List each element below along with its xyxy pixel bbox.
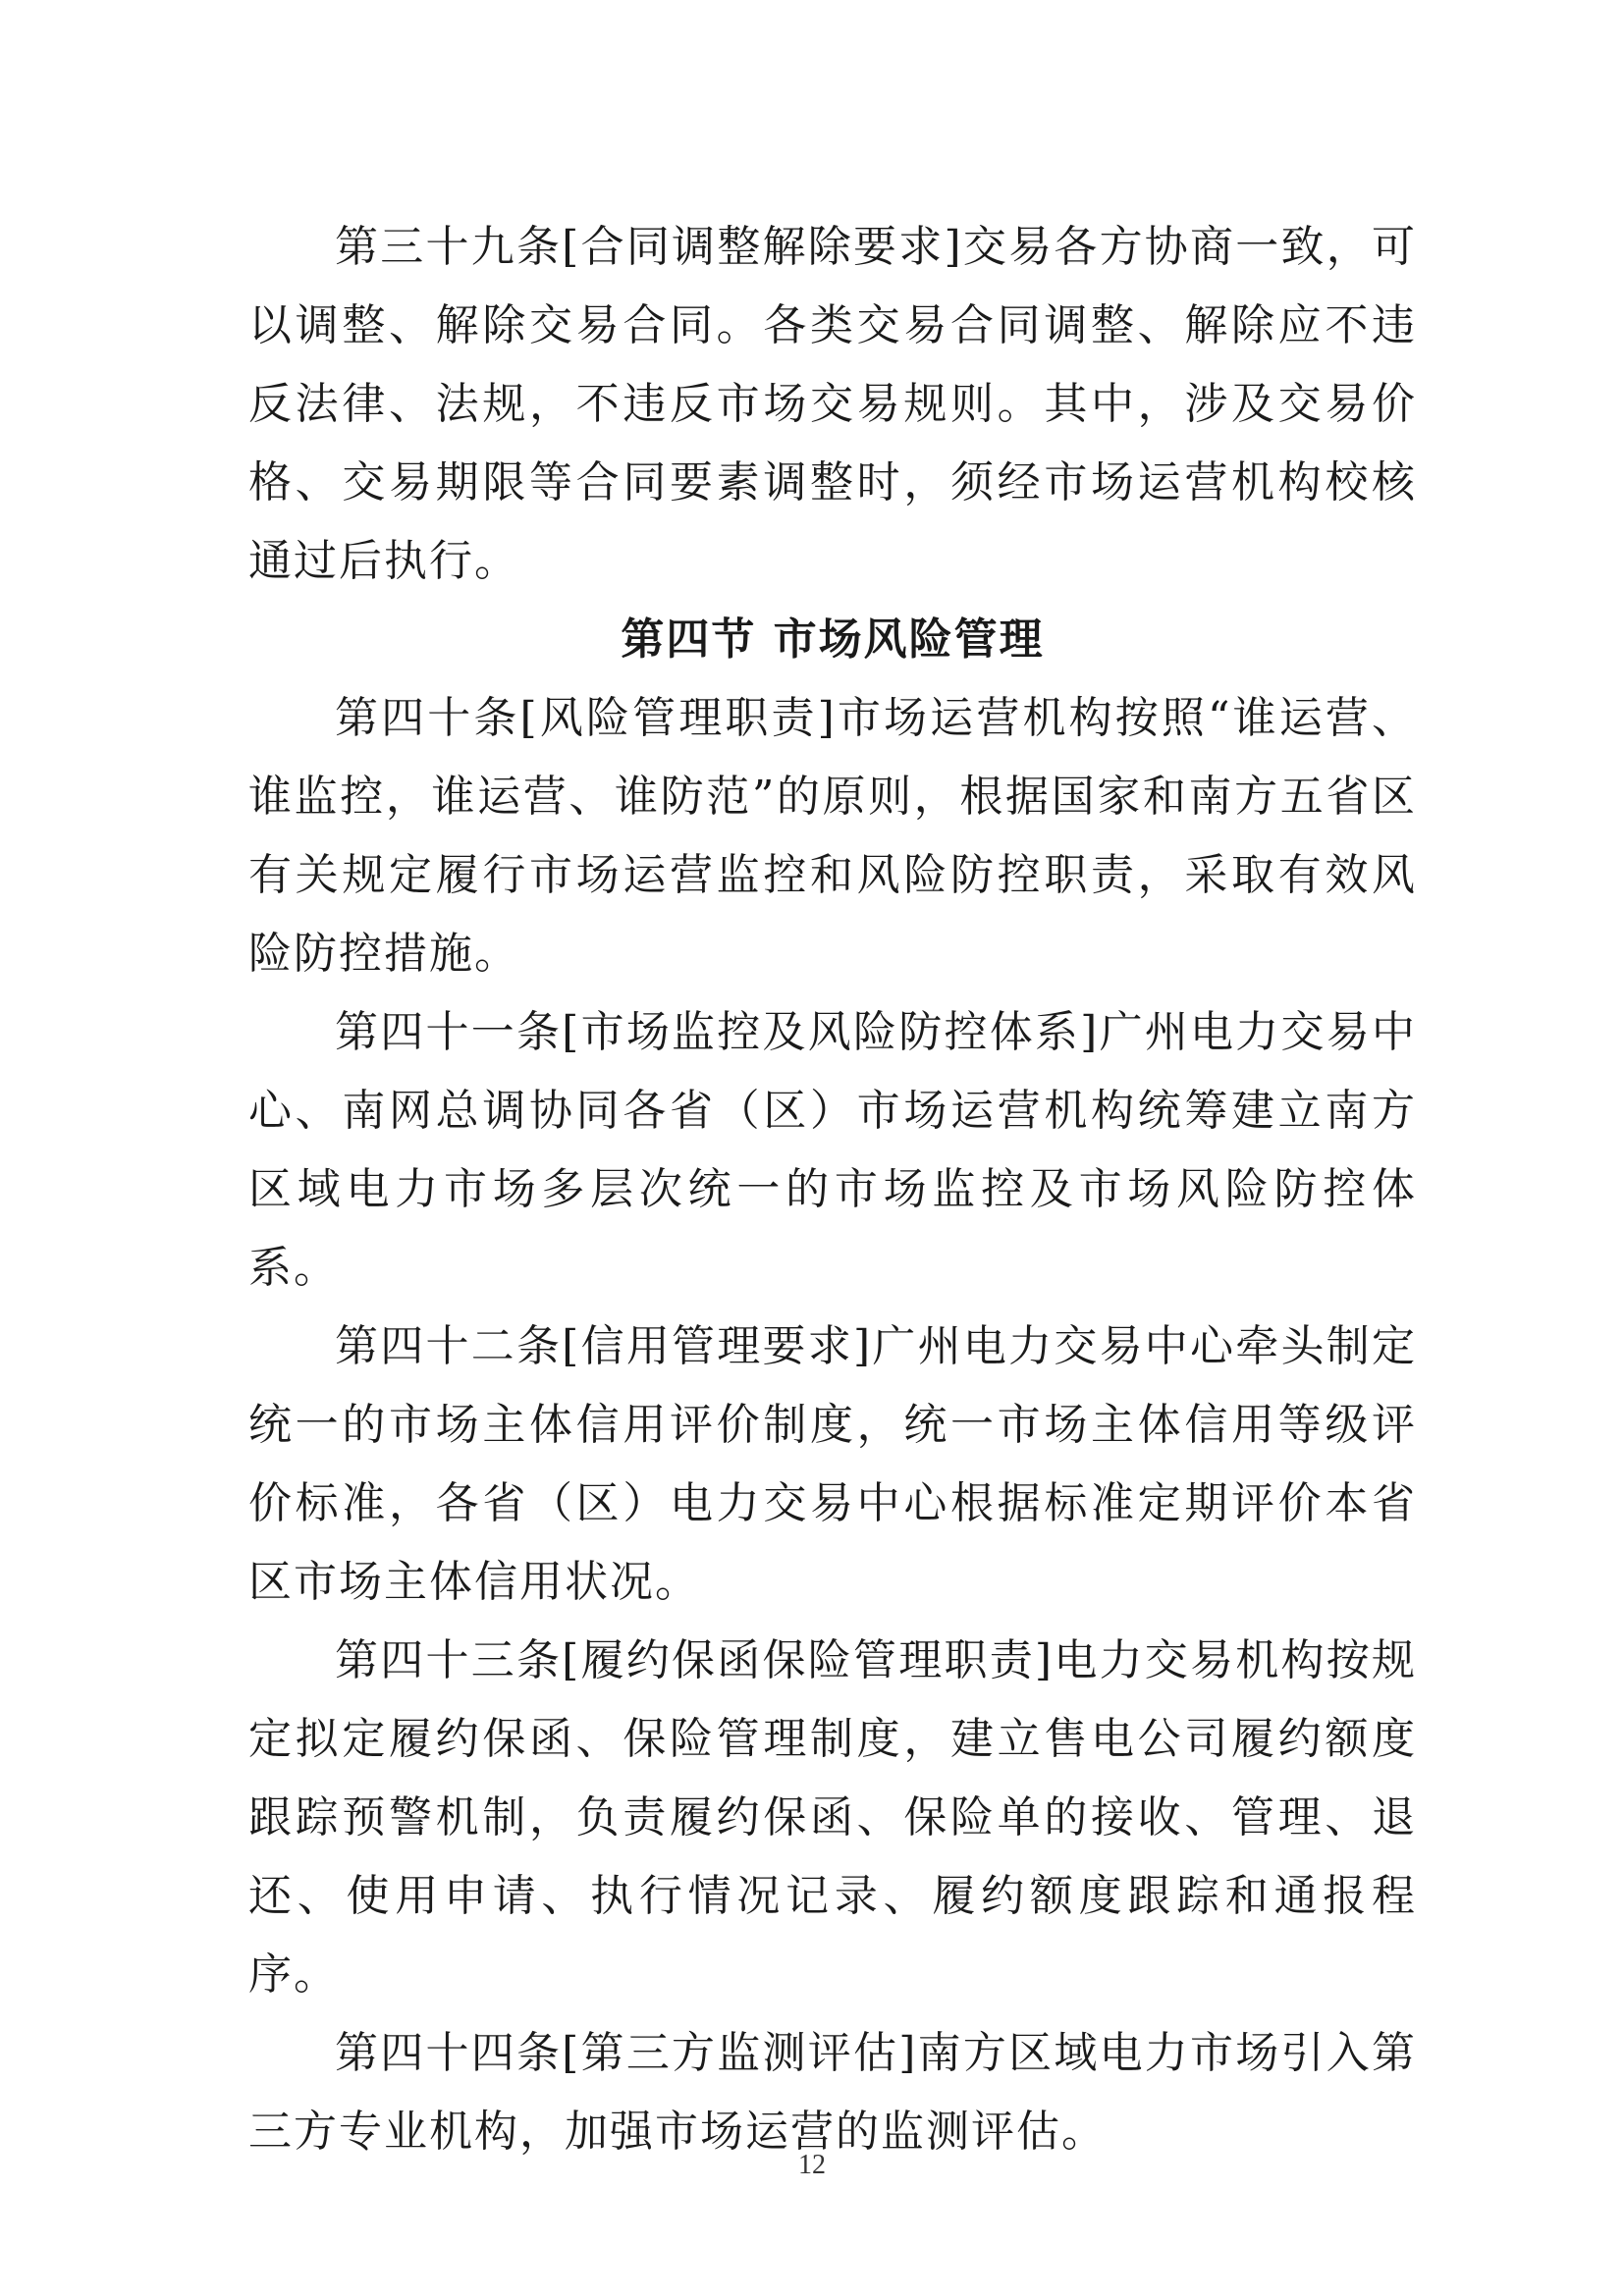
article-44-paragraph: 第四十四条[第三方监测评估]南方区域电力市场引入第三方专业机构，加强市场运营的监测评估。 [248, 2028, 1417, 2157]
document-body [248, 208, 1417, 2171]
section-heading: 第四节 市场风险管理 [621, 614, 1045, 665]
article-42-paragraph: 第四十二条[信用管理要求]广州电力交易中心牵头制定统一的市场主体信用评价制度，统一市场主体信用等级评价标准，各省（区）电力交易中心根据标准定期评价本省区市场主体信用状况。 [248, 1321, 1417, 1607]
article-41-paragraph: 第四十一条[市场监控及风险防控体系]广州电力交易中心、南网总调协同各省（区）市场运营机构统筹建立南方区域电力市场多层次统一的市场监控及市场风险防控体系。 [248, 1007, 1417, 1293]
article-39-paragraph: 第三十九条[合同调整解除要求]交易各方协商一致，可以调整、解除交易合同。各类交易合同调整、解除应不违反法律、法规，不违反市场交易规则。其中，涉及交易价格、交易期限等合同要素调整时，须经市场运营机构校核通过后执行。 [248, 222, 1417, 586]
article-40-paragraph: 第四十条[风险管理职责]市场运营机构按照“谁运营、谁监控，谁运营、谁防范”的原则，根据国家和南方五省区有关规定履行市场运营监控和风险防控职责，采取有效风险防控措施。 [248, 693, 1417, 979]
page-number: 12 [798, 2150, 826, 2180]
article-43-paragraph: 第四十三条[履约保函保险管理职责]电力交易机构按规定拟定履约保函、保险管理制度，建立售电公司履约额度跟踪预警机制，负责履约保函、保险单的接收、管理、退还、使用申请、执行情况记录、履约额度跟踪和通报程序。 [248, 1635, 1417, 2000]
